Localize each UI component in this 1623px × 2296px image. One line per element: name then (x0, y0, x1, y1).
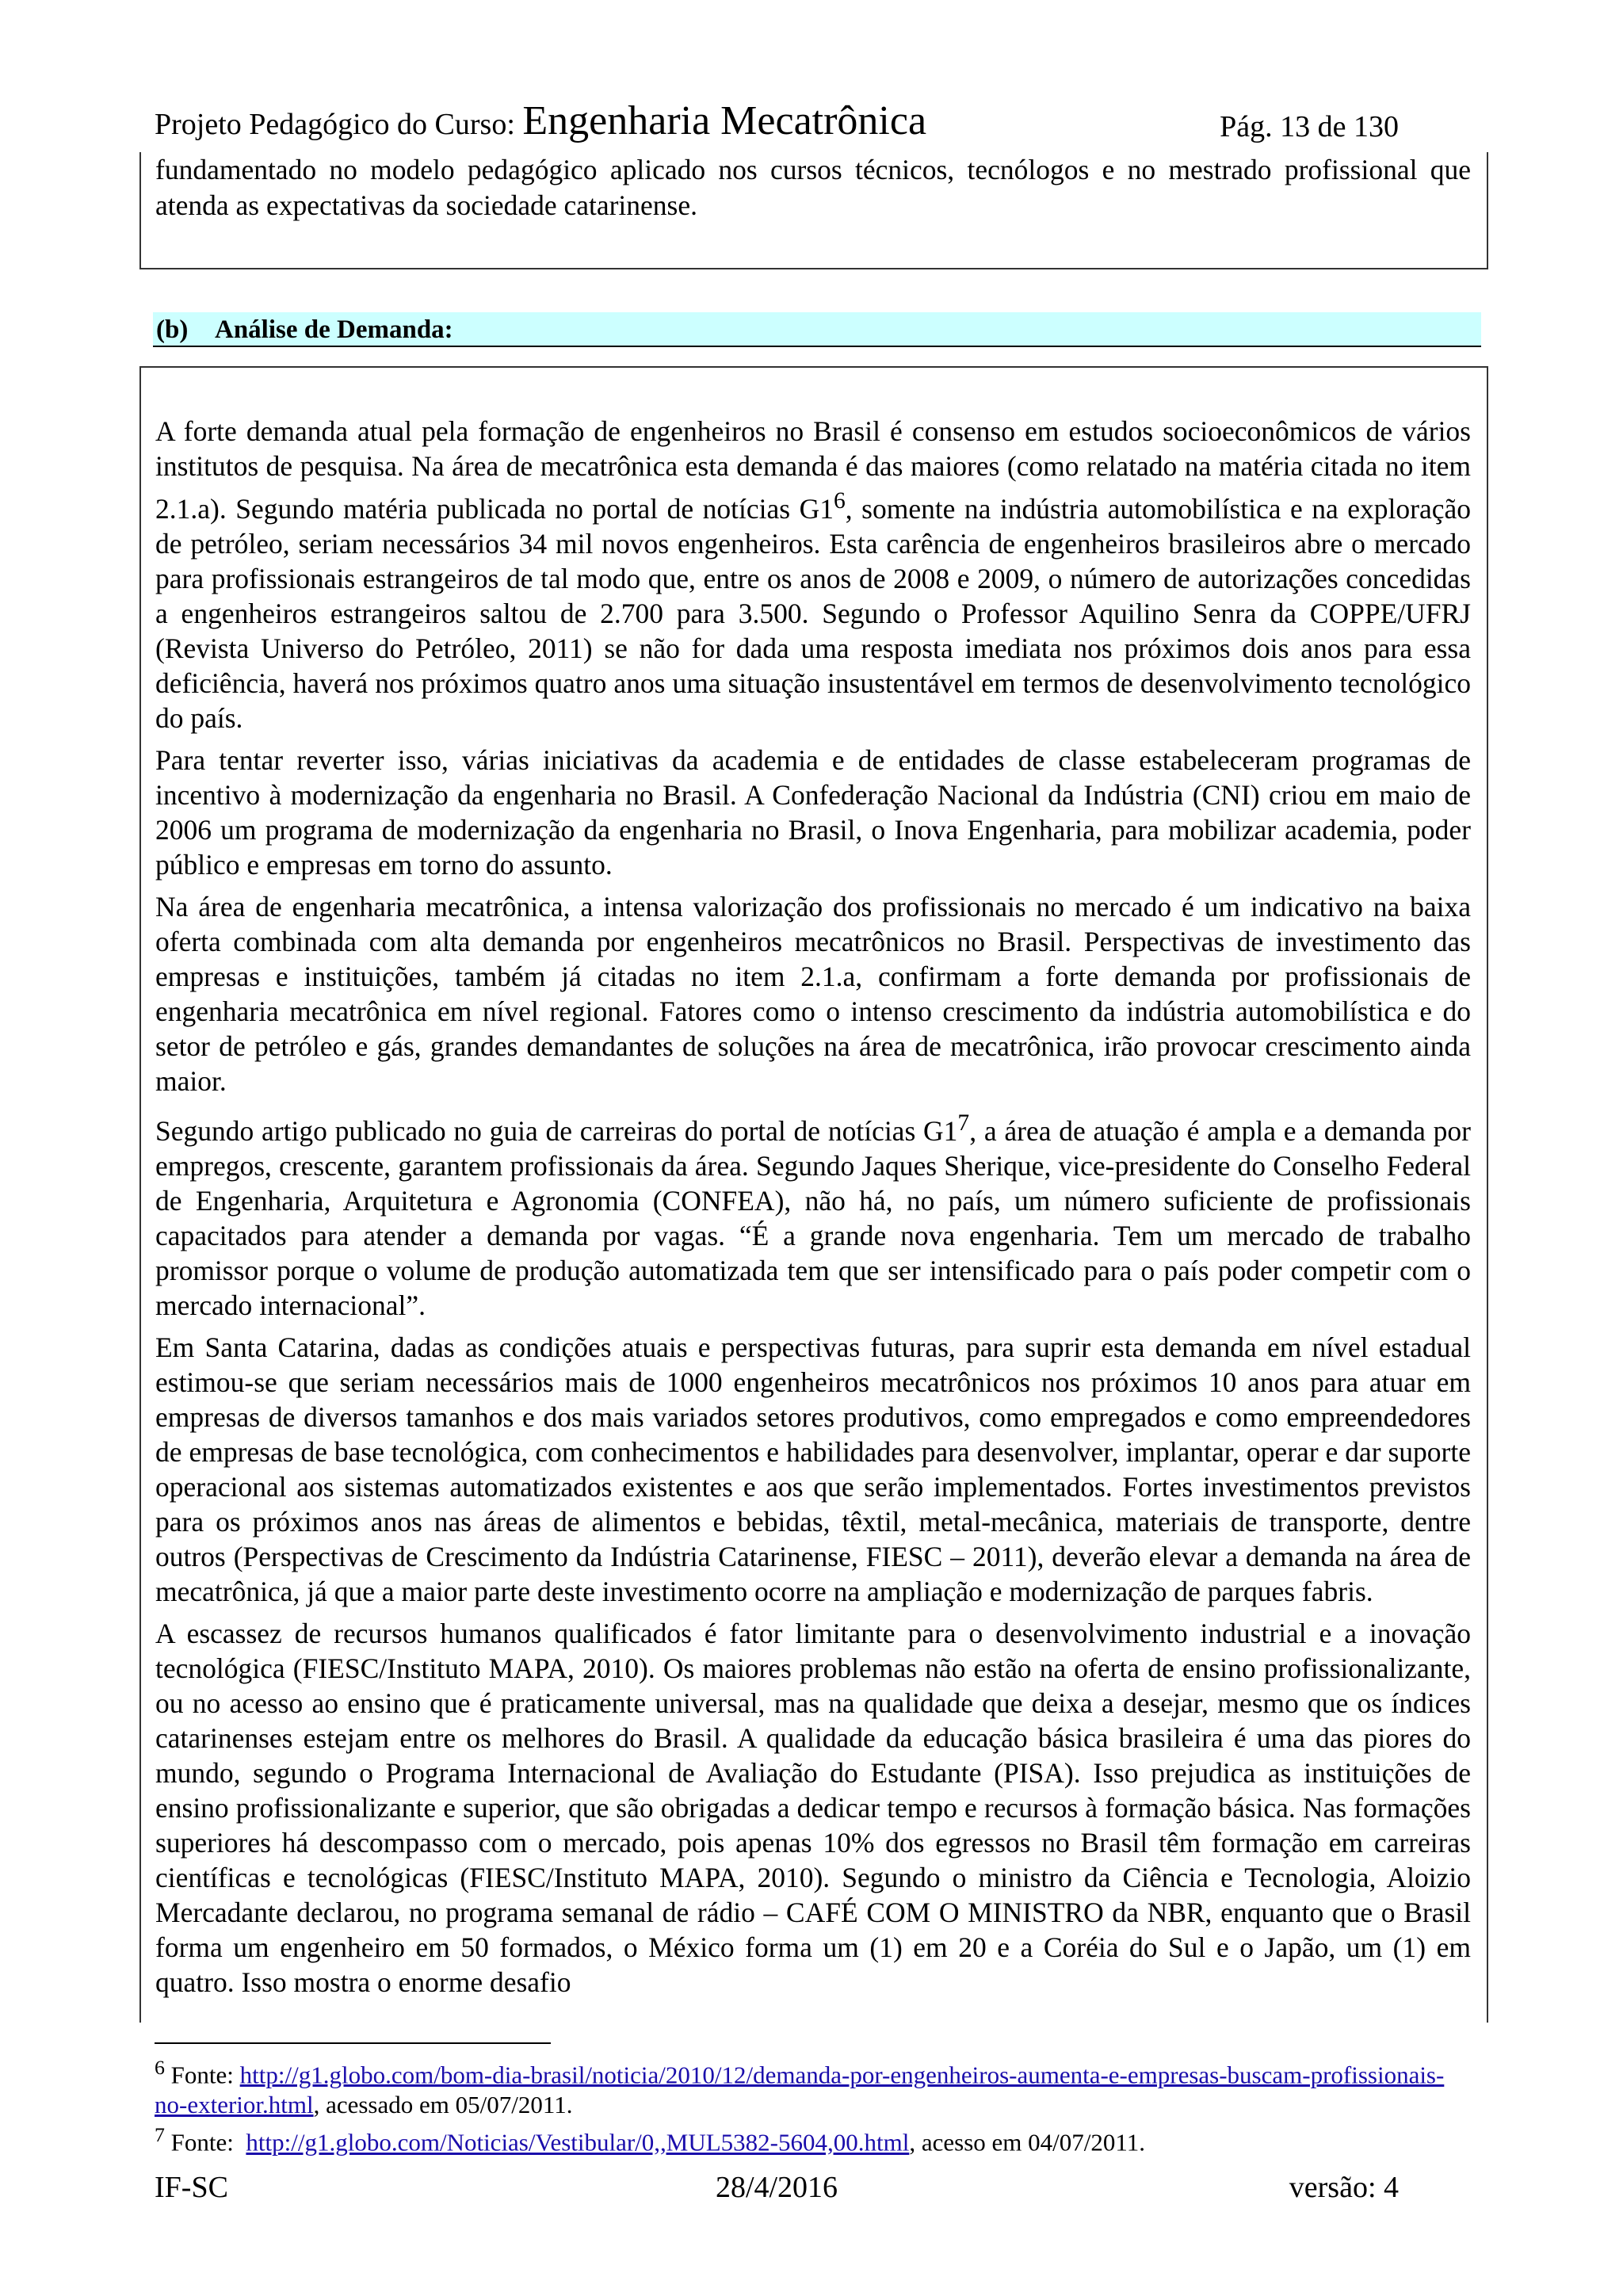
paragraph-1-part-a: A forte demanda atual pela formação de engenheiros no Brasil é consenso em estudos socioeconômicos de vários institutos de pesquisa. Na área de mecatrônica esta demanda é das maiores (como relatado na matéria citada no item 2.1.a). Segundo matéria publicada no portal de notícias G1 (155, 415, 1471, 525)
footer-version: versão: 4 (1289, 2171, 1399, 2204)
intro-text: fundamentado no modelo pedagógico aplicado nos cursos técnicos, tecnólogos e no mestrado profissional que atenda as expectativas da sociedade catarinense. (155, 154, 1471, 221)
paragraph-4-part-a: Segundo artigo publicado no guia de carreiras do portal de notícias G1 (155, 1114, 958, 1147)
section-number: (b) (156, 315, 189, 344)
footnote-7-prefix: Fonte: (164, 2128, 246, 2157)
footer-date: 28/4/2016 (715, 2171, 838, 2204)
paragraph-5: Em Santa Catarina, dadas as condições atuais e perspectivas futuras, para suprir esta demanda em nível estadual estimou-se que seriam necessários mais de 1000 engenheiros mecatrônicos nos próximos 10 anos para atuar em empresas de diversos tamanhos e dos mais variados setores produtivos, como empregados e como empreendedores de empresas de base tecnológica, com conhecimentos e habilidades para desenvolver, implantar, operar e dar suporte operacional aos sistemas automatizados existentes e aos que serão implementados. Fortes investimentos previstos para os próximos anos nas áreas de alimentos e bebidas, têxtil, metal-mecânica, materiais de transporte, dentre outros (Perspectivas de Crescimento da Indústria Catarinense, FIESC – 2011), deverão elevar a demanda na área de mecatrônica, já que a maior parte deste investimento ocorre na ampliação e modernização de parques fabris. (155, 1331, 1471, 1607)
header-page-number: Pág. 13 de 130 (1220, 110, 1399, 143)
header-course-name: Engenharia Mecatrônica (522, 98, 927, 143)
footer-institution: IF-SC (155, 2171, 228, 2204)
footnote-ref-7[interactable]: 7 (957, 1110, 970, 1136)
footnote-separator (155, 2042, 551, 2044)
footnote-7-number: 7 (155, 2123, 165, 2147)
footnote-7-suffix: , acesso em 04/07/2011. (909, 2128, 1145, 2157)
paragraph-1-part-b: , somente na indústria automobilística e na exploração de petróleo, seriam necessários 34 mil novos engenheiros. Esta carência de engenheiros brasileiros abre o mercado para profissionais estrangeiros de tal modo que, entre os anos de 2008 e 2009, o número de autorizações concedidas a engenheiros estrangeiros saltou de 2.700 para 3.500. Segundo o Professor Aquilino Senra da COPPE/UFRJ (Revista Universo do Petróleo, 2011) se não for dada uma resposta imediata nos próximos dois anos para essa deficiência, haverá nos próximos quatro anos uma situação insustentável em termos de desenvolvimento tecnológico do país. (155, 492, 1471, 734)
demand-analysis-box (139, 366, 1488, 2023)
footnote-6-prefix: Fonte: (164, 2061, 240, 2089)
footnotes (155, 2053, 1454, 2158)
page-header (155, 98, 1399, 149)
footnote-6-link[interactable]: http://g1.globo.com/bom-dia-brasil/noticia/2010/12/demanda-por-engenheiros-aumenta-e-empresas-buscam-profissionais-no-exterior.html (155, 2061, 1445, 2119)
footnote-7-link[interactable]: http://g1.globo.com/Noticias/Vestibular/0,,MUL5382-5604,00.html (246, 2128, 910, 2157)
footnote-7 (155, 2120, 1454, 2157)
paragraph-1 (155, 414, 1471, 735)
paragraph-3: Na área de engenharia mecatrônica, a intensa valorização dos profissionais no mercado é um indicativo na baixa oferta combinada com alta demanda por engenheiros mecatrônicos no Brasil. Perspectivas de investimento das empresas e instituições, também já citadas no item 2.1.a, confirmam a forte demanda por profissionais de engenharia mecatrônica em nível regional. Fatores como o intenso crescimento da indústria automobilística e do setor de petróleo e gás, grandes demandantes de soluções na área de mecatrônica, irão provocar crescimento ainda maior. (155, 890, 1471, 1097)
footnote-6 (155, 2053, 1454, 2120)
header-title (155, 97, 926, 144)
paragraph-4-part-b: , a área de atuação é ampla e a demanda por empregos, crescente, garantem profissionais da área. Segundo Jaques Sherique, vice-presidente do Conselho Federal de Engenharia, Arquitetura e Agronomia (CONFEA), não há, no país, um número suficiente de profissionais capacitados para atender a demanda por vagas. “É a grande nova engenharia. Tem um mercado de trabalho promissor porque o volume de produção automatizada tem que ser intensificado para o país poder competir com o mercado internacional”. (155, 1114, 1471, 1321)
header-prefix: Projeto Pedagógico do Curso: (155, 108, 523, 141)
section-heading (153, 312, 1481, 347)
footnote-ref-6[interactable]: 6 (833, 488, 846, 514)
intro-box (139, 152, 1488, 269)
footnote-6-suffix: , acessado em 05/07/2011. (313, 2091, 573, 2119)
section-title: Análise de Demanda: (215, 315, 453, 344)
paragraph-6: A escassez de recursos humanos qualificados é fator limitante para o desenvolvimento industrial e a inovação tecnológica (FIESC/Instituto MAPA, 2010). Os maiores problemas não estão na oferta de ensino profissionalizante, ou no acesso ao ensino que é praticamente universal, mas na qualidade que deixa a desejar, mesmo que os índices catarinenses estejam entre os melhores do Brasil. A qualidade da educação básica brasileira é uma das piores do mundo, segundo o Programa Internacional de Avaliação do Estudante (PISA). Isso prejudica as instituições de ensino profissionalizante e superior, que são obrigadas a dedicar tempo e recursos à formação básica. Nas formações superiores há descompasso com o mercado, pois apenas 10% dos egressos no Brasil têm formação em carreiras científicas e tecnológicas (FIESC/Instituto MAPA, 2010). Segundo o ministro da Ciência e Tecnologia, Aloizio Mercadante declarou, no programa semanal de rádio – CAFÉ COM O MINISTRO da NBR, enquanto que o Brasil forma um engenheiro em 50 formados, o México forma um (1) em 20 e a Coréia do Sul e o Japão, um (1) em quatro. Isso mostra o enorme desafio (155, 1617, 1471, 1998)
paragraph-2: Para tentar reverter isso, várias iniciativas da academia e de entidades de classe estabeleceram programas de incentivo à modernização da engenharia no Brasil. A Confederação Nacional da Indústria (CNI) criou em maio de 2006 um programa de modernização da engenharia no Brasil, o Inova Engenharia, para mobilizar academia, poder público e empresas em torno do assunto. (155, 743, 1471, 881)
paragraph-4 (155, 1106, 1471, 1323)
footnote-6-number: 6 (155, 2056, 165, 2079)
paragraphs (155, 414, 1471, 2007)
